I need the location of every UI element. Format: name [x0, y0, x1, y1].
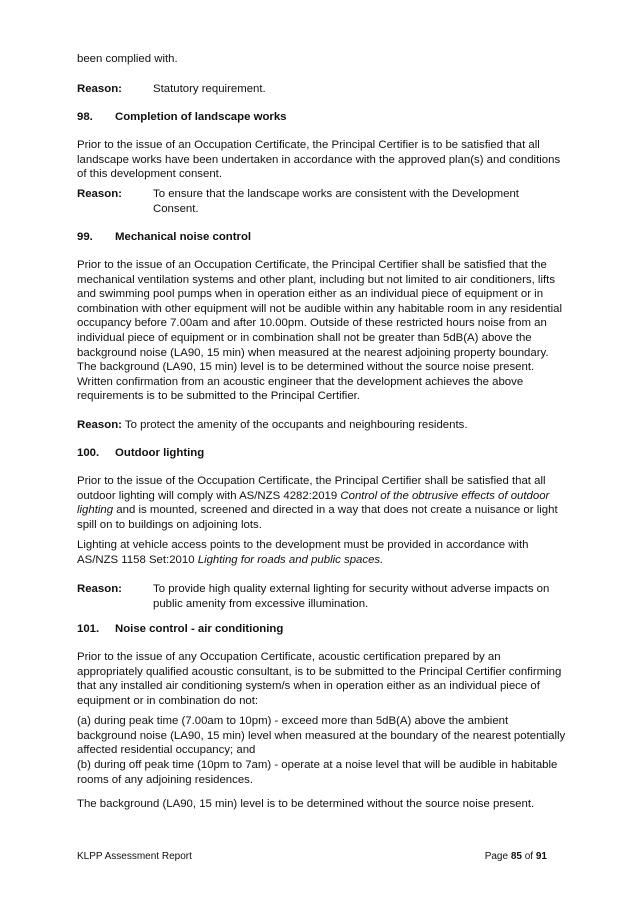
paragraph: Prior to the issue of an Occupation Certificate, the Principal Certifier is to be satisfied that all landscape works have been undertaken in accordance with the approved plan(s) and conditions of this development consent. [77, 139, 561, 181]
italic-run: Lighting for roads and public spaces. [197, 553, 384, 566]
paragraph: Prior to the issue of an Occupation Certificate, the Principal Certifier shall be satisfied that the mechanical ventilation systems and other plant, including but not limited to air conditioners, lifts and swimming pool pumps when in operation either as an individual piece of equipment or in combination with other equipment will not be audible within any habitable room in any residential occupancy before 7.00am and after 10.00pm. Outside of these restricted hours noise from an individual piece of equipment or in combination shall not be greater than 5dB(A) above the background noise (LA90, 15 min) when measured at the nearest adjoining property boundary. The background (LA90, 15 min) level is to be determined without the source noise present. Written confirmation from an acoustic engineer that the development achieves the above requirements is to be submitted to the Principal Certifier. [77, 259, 563, 403]
paragraph: (b) during off peak time (10pm to 7am) - operate at a noise level that will be audible in habitable rooms of any adjoining residences. [77, 759, 558, 786]
italic-run: Control of the obtrusive effects of outdoor lighting [77, 489, 550, 517]
condition-title: Mechanical noise control [115, 231, 252, 243]
current-page: 85 [510, 851, 522, 862]
condition-title: Completion of landscape works [115, 111, 287, 123]
total-pages: 91 [535, 851, 547, 862]
paragraph [77, 538, 567, 567]
reason-text: Statutory requirement. [153, 83, 266, 95]
condition-heading-101 [77, 622, 567, 637]
condition-heading-100 [77, 446, 567, 461]
page-footer [77, 851, 547, 862]
reason-block [77, 582, 567, 611]
reason-block [77, 82, 567, 97]
reason-text: To protect the amenity of the occupants and neighbouring residents. [124, 419, 468, 431]
reason-text: To provide high quality external lighting for security without adverse impacts on public amenity from excessive illumination. [153, 583, 550, 610]
paragraph: Prior to the issue of any Occupation Certificate, acoustic certification prepared by an appropriately qualified acoustic consultant, is to be submitted to the Principal Certifier confirming that any installed air conditioning system/s when in operation either as an individual piece of equipment or in combination do not: [77, 651, 562, 707]
paragraph: (a) during peak time (7.00am to 10pm) - exceed more than 5dB(A) above the ambient background noise (LA90, 15 min) level when measured at the boundary of the nearest potentially affected residential occupancy; and [77, 715, 566, 757]
reason-label: Reason: [77, 83, 122, 95]
condition-number: 99. [77, 231, 93, 243]
condition-number: 101. [77, 623, 100, 635]
text-run: and is mounted, screened and directed in a way that does not create a nuisance or light spill on to buildings on adjoining lots. [77, 504, 558, 531]
reason-label: Reason: [77, 188, 122, 200]
condition-title: Outdoor lighting [115, 447, 205, 459]
condition-heading-98 [77, 110, 567, 125]
paragraph: The background (LA90, 15 min) level is to be determined without the source noise present. [77, 798, 535, 810]
reason-text: To ensure that the landscape works are consistent with the Development Consent. [153, 188, 519, 215]
reason-label: Reason: [77, 583, 122, 595]
page-prefix: Page [484, 851, 511, 862]
condition-heading-99 [77, 230, 567, 245]
condition-number: 100. [77, 447, 100, 459]
paragraph: been complied with. [77, 53, 178, 65]
page-number [485, 851, 547, 862]
reason-block [77, 187, 567, 216]
condition-title: Noise control - air conditioning [115, 623, 284, 635]
reason-inline [77, 418, 567, 433]
condition-number: 98. [77, 111, 93, 123]
text-run: Lighting at vehicle access points to the development must be provided in accordance with AS/NZS 1158 Set:2010 [77, 539, 529, 566]
paragraph [77, 474, 567, 532]
reason-label: Reason: [77, 419, 122, 431]
footer-report-name: KLPP Assessment Report [77, 851, 192, 862]
text-run: Prior to the issue of the Occupation Certificate, the Principal Certifier shall be satisfied that all outdoor lighting will comply with AS/NZS 4282:2019 [77, 475, 546, 502]
page-of: of [521, 851, 536, 862]
